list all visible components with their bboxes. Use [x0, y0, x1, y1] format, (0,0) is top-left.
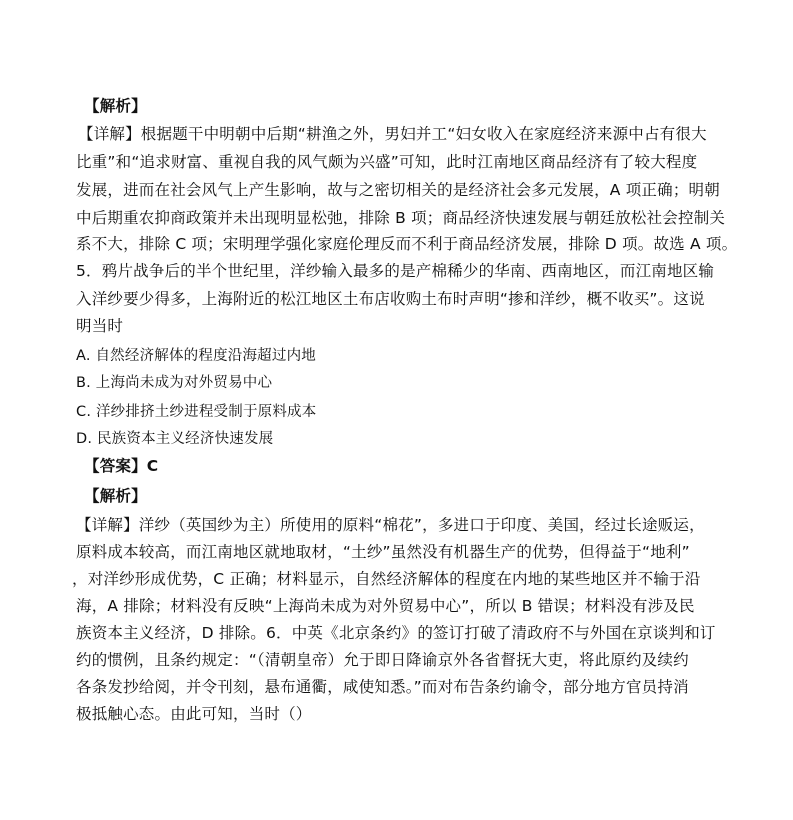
q5-analysis-line: 约的惯例，且条约规定：“（清朝皇帝）允于即日降谕京外各省督抚大吏，将此原约及续约 — [76, 651, 689, 669]
q5-analysis-line: ，对洋纱形成优势，C 正确；材料显示，自然经济解体的程度在内地的某些地区并不输于沿 — [72, 570, 701, 588]
q4-analysis-line: 【详解】根据题干中明朝中后期“耕渔之外，男妇并工“妇女收入在家庭经济来源中占有很大 — [78, 125, 707, 143]
q5-analysis-line: 【详解】洋纱（英国纱为主）所使用的原料“棉花”，多进口于印度、美国，经过长途贩运， — [76, 516, 705, 534]
q5-option-d: D. 民族资本主义经济快速发展 — [76, 431, 274, 447]
q5-analysis-line: 极抵触心态。由此可知，当时（） — [76, 705, 312, 723]
q5-analysis-line: 族资本主义经济，D 排除。6．中英《北京条约》的签订打破了清政府不与外国在京谈判和订 — [76, 624, 716, 642]
q5-answer: 【答案】C — [84, 457, 159, 475]
q4-analysis-line: 中后期重农抑商政策并未出现明显松弛，排除 B 项；商品经济快速发展与朝廷放松社会控制关 — [76, 209, 726, 227]
q5-analysis-heading: 【解析】 — [84, 487, 147, 505]
q5-option-c: C. 洋纱排挤土纱进程受制于原料成本 — [76, 404, 317, 420]
q4-analysis-line: 比重”和“追求财富、重视自我的风气颇为兴盛”可知，此时江南地区商品经济有了较大程度 — [76, 153, 698, 171]
q4-analysis-heading: 【解析】 — [84, 97, 147, 115]
q4-analysis-line: 发展，进而在社会风气上产生影响，故与之密切相关的是经济社会多元发展，A 项正确；明朝 — [76, 181, 720, 199]
q5-stem-line: 入洋纱要少得多，上海附近的松江地区土布店收购土布时声明“掺和洋纱，概不收买”。这说 — [76, 290, 705, 308]
q5-analysis-line: 海，A 排除；材料没有反映“上海尚未成为对外贸易中心”，所以 B 错误；材料没有涉及民 — [76, 597, 695, 615]
q5-analysis-line: 原料成本较高，而江南地区就地取材，“土纱”虽然没有机器生产的优势，但得益于“地利” — [76, 543, 690, 561]
q5-stem-line: 明当时 — [76, 317, 124, 335]
q5-option-b: B. 上海尚未成为对外贸易中心 — [76, 375, 273, 391]
q5-stem-line: 5．鸦片战争后的半个世纪里，洋纱输入最多的是产棉稀少的华南、西南地区，而江南地区输 — [76, 262, 715, 280]
q4-analysis-line: 系不大，排除 C 项；宋明理学强化家庭伦理反而不利于商品经济发展，排除 D 项。故选 A 项。 — [76, 235, 738, 253]
q5-option-a: A. 自然经济解体的程度沿海超过内地 — [76, 348, 316, 364]
q5-analysis-line: 各条发抄给阅，并令刊刻，悬布通衢，咸使知悉。”而对布告条约谕令，部分地方官员持消 — [76, 678, 689, 696]
